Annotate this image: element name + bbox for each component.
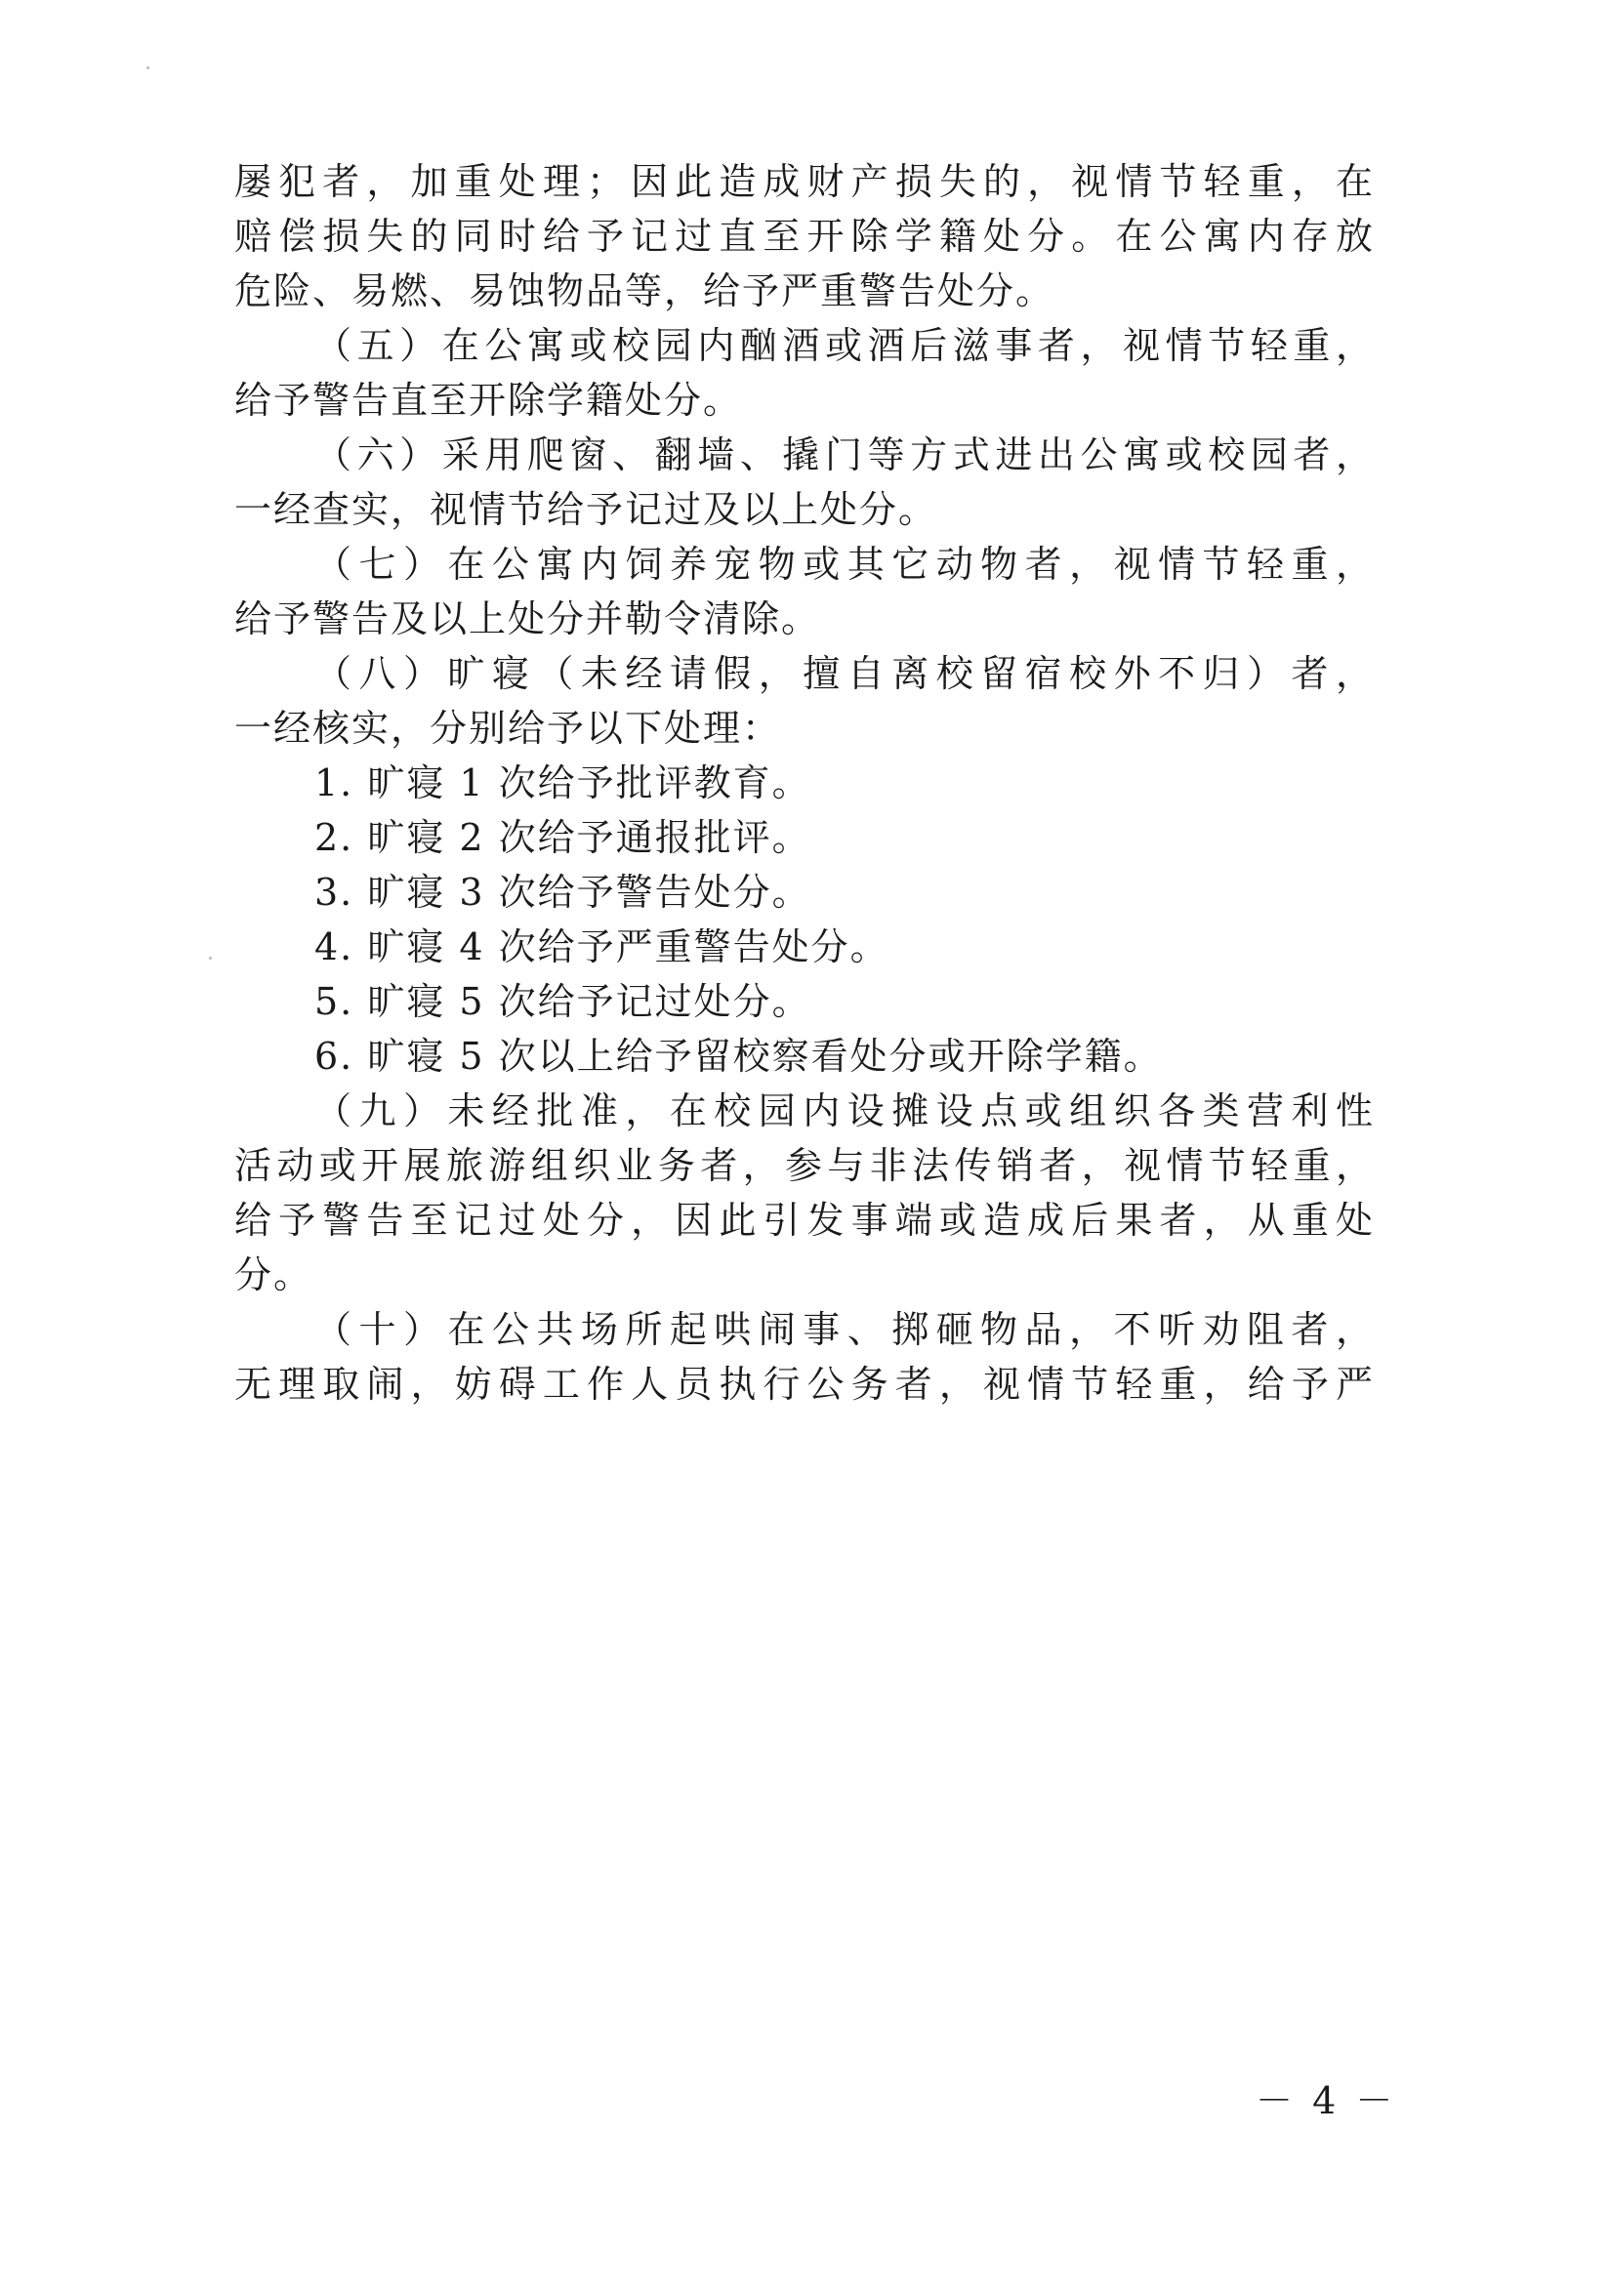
scan-speck [209, 957, 212, 960]
text-line: （六）采用爬窗、翻墙、撬门等方式进出公寓或校园者， [314, 433, 1375, 476]
text-line: 给予警告直至开除学籍处分。 [234, 379, 743, 422]
text-line: （九）未经批准，在校园内设摊设点或组织各类营利性 [314, 1089, 1375, 1132]
text-line: 无理取闹，妨碍工作人员执行公务者，视情节轻重，给予严 [234, 1363, 1375, 1406]
text-line: 给予警告及以上处分并勒令清除。 [234, 597, 821, 640]
list-item: 6. 旷寝 5 次以上给予留校察看处分或开除学籍。 [314, 1035, 1163, 1078]
text-line: 分。 [234, 1253, 313, 1296]
text-line: （八）旷寝（未经请假，擅自离校留宿校外不归）者， [314, 652, 1375, 695]
text-line: 一经核实，分别给予以下处理： [234, 707, 782, 750]
list-item: 3. 旷寝 3 次给予警告处分。 [314, 871, 811, 914]
text-line: 赔偿损失的同时给予记过直至开除学籍处分。在公寓内存放 [234, 215, 1375, 258]
text-line: 给予警告至记过处分，因此引发事端或造成后果者，从重处 [234, 1199, 1375, 1242]
list-item: 4. 旷寝 4 次给予严重警告处分。 [314, 925, 889, 968]
list-item: 5. 旷寝 5 次给予记过处分。 [314, 980, 811, 1023]
text-line: 一经查实，视情节给予记过及以上处分。 [234, 488, 938, 531]
text-line: （五）在公寓或校园内酗酒或酒后滋事者，视情节轻重， [314, 324, 1375, 367]
text-line: 危险、易燃、易蚀物品等，给予严重警告处分。 [234, 269, 1055, 312]
text-line: （七）在公寓内饲养宠物或其它动物者，视情节轻重， [314, 543, 1375, 586]
text-line: 活动或开展旅游组织业务者，参与非法传销者，视情节轻重， [234, 1144, 1375, 1187]
list-item: 1. 旷寝 1 次给予批评教育。 [314, 761, 811, 804]
text-line: 屡犯者，加重处理；因此造成财产损失的，视情节轻重，在 [234, 160, 1375, 203]
text-line: （十）在公共场所起哄闹事、掷砸物品，不听劝阻者， [314, 1308, 1375, 1351]
list-item: 2. 旷寝 2 次给予通报批评。 [314, 816, 811, 859]
page-number: － 4 － [1256, 2079, 1397, 2122]
scan-speck [146, 66, 149, 69]
